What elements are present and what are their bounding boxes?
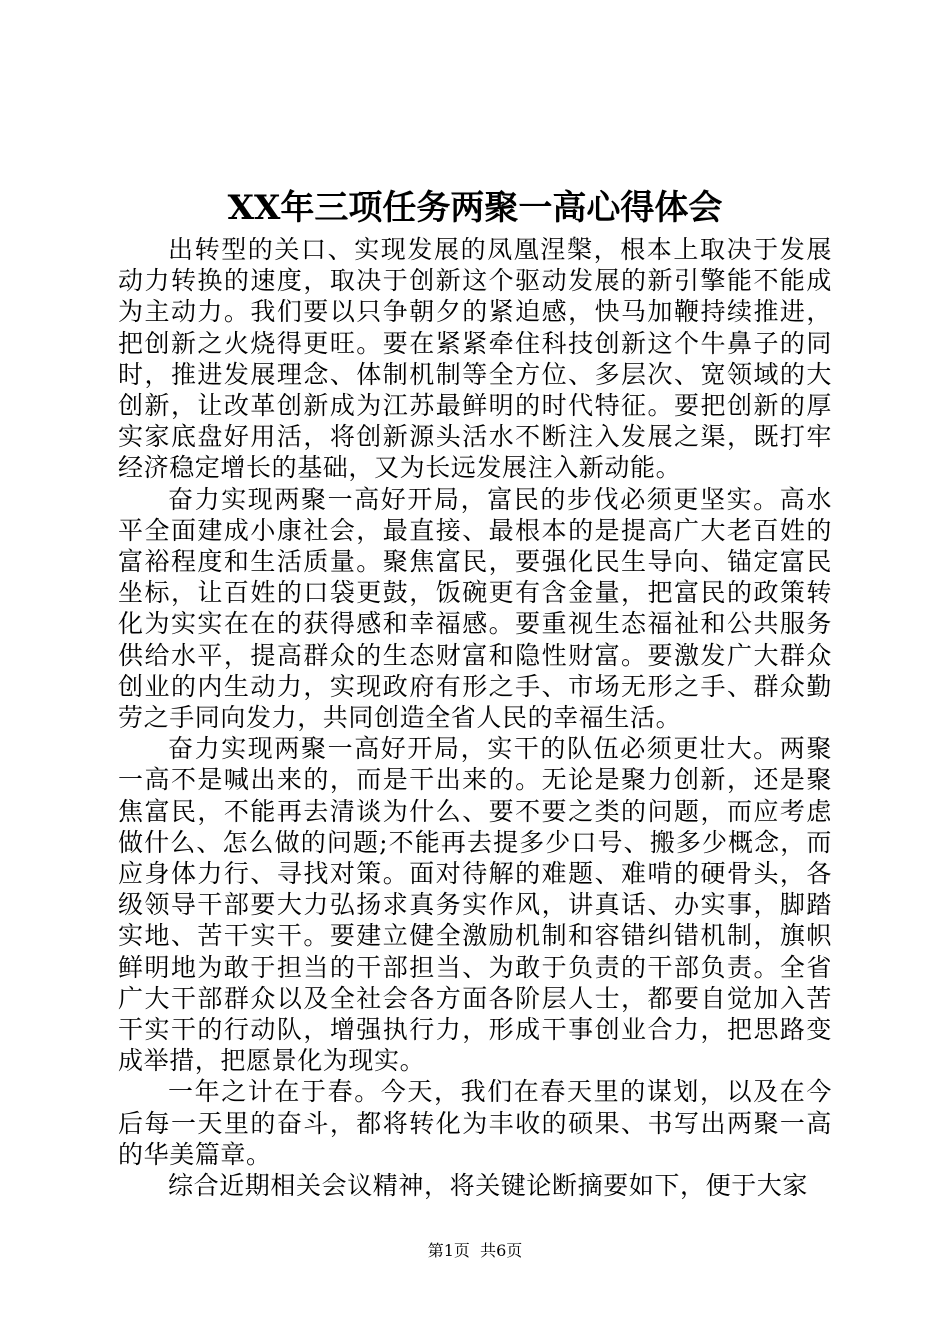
- paragraph-1: 出转型的关口、实现发展的凤凰涅槃，根本上取决于发展动力转换的速度，取决于创新这个驱动发展的新引擎能不能成为主动力。我们要以只争朝夕的紧迫感，快马加鞭持续推进，把创新之火烧得更旺。要在紧紧牵住科技创新这个牛鼻子的同时，推进发展理念、体制机制等全方位、多层次、宽领域的大创新，让改革创新成为江苏最鲜明的时代特征。要把创新的厚实家底盘好用活，将创新源头活水不断注入发展之渠，既打牢经济稳定增长的基础，又为长远发展注入新动能。: [118, 235, 832, 483]
- paragraph-3: 奋力实现两聚一高好开局，实干的队伍必须更壮大。两聚一高不是喊出来的，而是干出来的。无论是聚力创新，还是聚焦富民，不能再去清谈为什么、要不要之类的问题，而应考虑做什么、怎么做的问题;不能再去提多少口号、搬多少概念，而应身体力行、寻找对策。面对待解的难题、难啃的硬骨头，各级领导干部要大力弘扬求真务实作风，讲真话、办实事，脚踏实地、苦干实干。要建立健全激励机制和容错纠错机制，旗帜鲜明地为敢于担当的干部担当、为敢于负责的干部负责。全省广大干部群众以及全社会各方面各阶层人士，都要自觉加入苦干实干的行动队，增强执行力，形成干事创业合力，把思路变成举措，把愿景化为现实。: [118, 734, 832, 1076]
- page-footer: [0, 1240, 950, 1262]
- paragraph-5: 综合近期相关会议精神，将关键论断摘要如下，便于大家: [168, 1171, 809, 1201]
- document-body: [118, 234, 832, 1201]
- document-title: XX年三项任务两聚一高心得体会: [227, 188, 723, 228]
- paragraph-4: 一年之计在于春。今天，我们在春天里的谋划，以及在今后每一天里的奋斗，都将转化为丰收的硕果、书写出两聚一高的华美篇章。: [118, 1077, 832, 1169]
- page-number-label: 第1页 共6页: [427, 1241, 523, 1260]
- paragraph-2: 奋力实现两聚一高好开局，富民的步伐必须更坚实。高水平全面建成小康社会，最直接、最根本的是提高广大老百姓的富裕程度和生活质量。聚焦富民，要强化民生导向、锚定富民坐标，让百姓的口袋更鼓，饭碗更有含金量，把富民的政策转化为实实在在的获得感和幸福感。要重视生态福祉和公共服务供给水平，提高群众的生态财富和隐性财富。要激发广大群众创业的内生动力，实现政府有形之手、市场无形之手、群众勤劳之手同向发力，共同创造全省人民的幸福生活。: [118, 484, 832, 733]
